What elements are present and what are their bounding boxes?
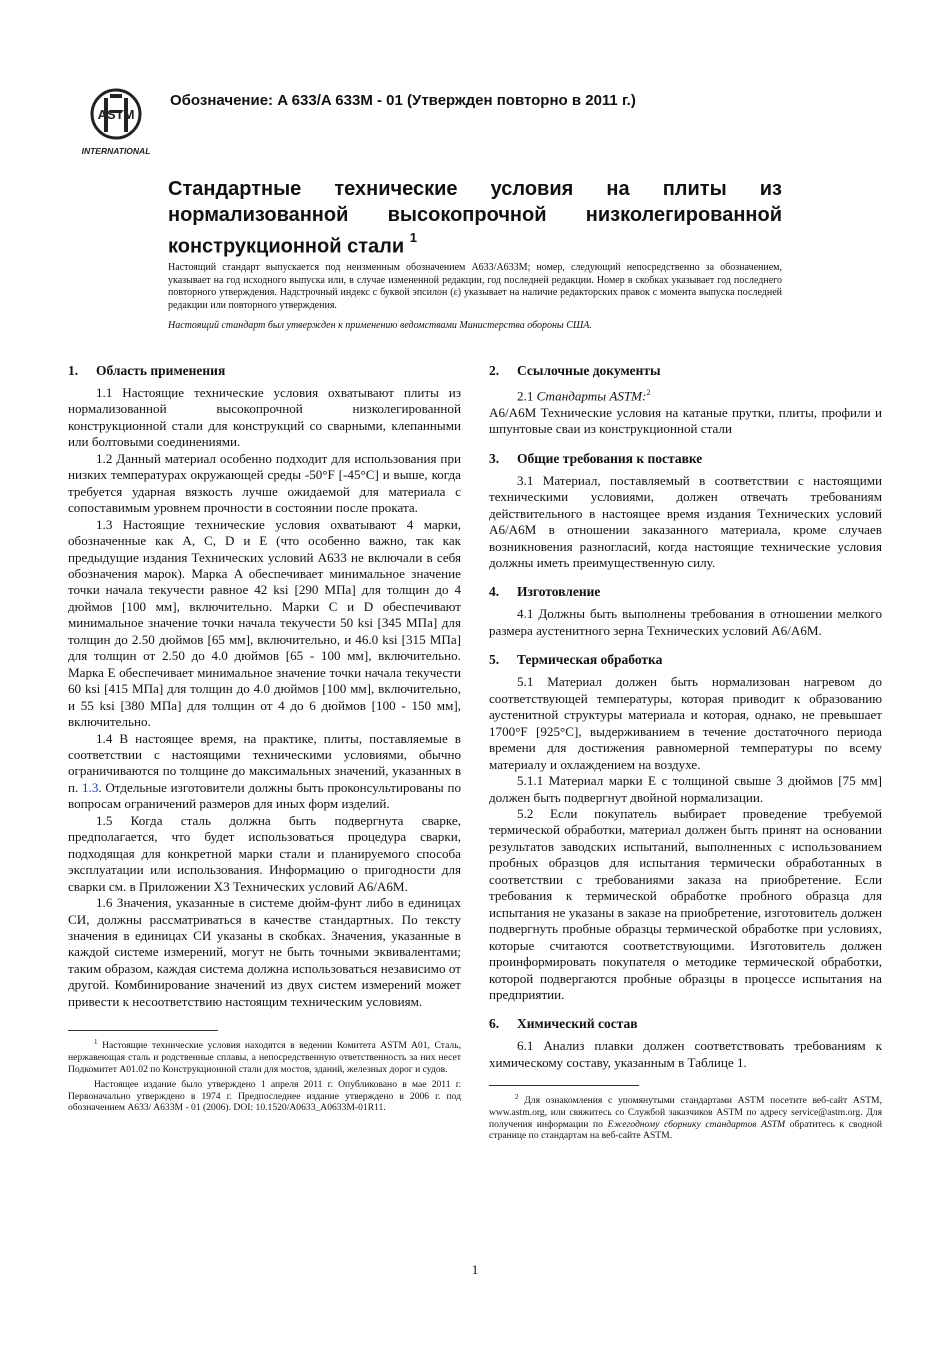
- footnote-divider: [68, 1030, 218, 1031]
- paragraph-1-4: [68, 731, 461, 813]
- paragraph-2-1: [489, 385, 882, 405]
- document-title: [168, 176, 782, 260]
- left-column: [68, 362, 461, 1118]
- reference-entry: A6/A6M Технические условия на катаные прутки, плиты, профили и шпунтовые сваи из конструкционной стали: [489, 404, 882, 437]
- paragraph-5-1: 5.1 Материал должен быть нормализован нагревом до соответствующей температуры, которая приводит к образованию аустенитной структуры материала и которая, однако, не превышает 1700°F [925°C], выдерживанием в течение достаточного периода времени для достижения равномерной температуры по всему материалу и охлаждением на воздухе.: [489, 674, 882, 772]
- section-title: Ссылочные документы: [517, 363, 661, 378]
- paragraph-6-1: 6.1 Анализ плавки должен соответствовать требованиям к химическому составу, указанным в Таблице 1.: [489, 1038, 882, 1070]
- section-number: 3.: [489, 450, 500, 466]
- paragraph-1-6: 1.6 Значения, указанные в системе дюйм-фунт либо в единицах СИ, должны рассматриваться в качестве стандартных. По тексту значения в единицах СИ указаны в скобках. Значения, указанные в каждой системе измерений, могут не быть точными эквивалентами; таким образом, каждая система должна использоваться независимо от другой. Комбинирование значений из двух систем измерений может привести к несоответствию настоящим техническим условиям.: [68, 895, 461, 1009]
- section-heading: [489, 450, 882, 467]
- paragraph-1-4-text-b: . Отдельные изготовители должны быть проконсультированы по вопросам ограничений размеров для иных форм изделий.: [68, 779, 461, 812]
- section-number: 2.: [489, 363, 500, 378]
- section-heat-treatment: [489, 651, 882, 1003]
- preamble-text: Настоящий стандарт выпускается под неизменным обозначением A633/A633M; номер, следующий непосредственно за обозначением, указывает на год исходного выпуска или, в случае измененной редакции, год последней редакции. Номер в скобках указывает год последнего повторного утверждения. Надстрочный индекс с буквой эпсилон (ε) указывает на наличие редакторских правок с момента выпуска последней редакции или повторного утверждения.: [168, 262, 782, 311]
- section-heading: [489, 1015, 882, 1032]
- section-heading: [489, 651, 882, 668]
- footnote-2-text-b: обратитесь к сводной странице по стандартам на веб-сайте ASTM.: [489, 1118, 882, 1142]
- section-title: Химический состав: [517, 1016, 638, 1032]
- section-referenced-documents: [489, 362, 882, 438]
- section-heading: [68, 362, 461, 379]
- footnote-mark: 1: [94, 1038, 98, 1047]
- section-title: Изготовление: [517, 584, 601, 600]
- footnote-1-text: Настоящие технические условия находятся в ведении Комитета ASTM A01, Сталь, нержавеющая сталь и родственные сплавы, а непосредственную ответственность за них несет Подкомитет A01.02 по Конструкционной стали для мостов, зданий, железных дорог и судов.: [68, 1040, 461, 1075]
- section-chemical-composition: [489, 1015, 882, 1071]
- section-title: Область применения: [96, 363, 226, 378]
- paragraph-1-5: 1.5 Когда сталь должна быть подвергнута сварке, предполагается, что будет использоваться процедура сварки, подходящая для конкретной марки стали и планируемого способа эксплуатации или использования. Информацию о пригодности для сварки см. в Приложении X3 Технических условий A6/A6M.: [68, 812, 461, 894]
- section-title: Термическая обработка: [517, 652, 663, 668]
- section-number: 1.: [68, 363, 79, 378]
- paragraph-5-2: 5.2 Если покупатель выбирает проведение требуемой термической обработки, материал должен быть принят на основании результатов заводских испытаний, выполненных с использованием пробных образцов для испытания термически обработанных в соответствии с требованиями заказа на приобретение. Если требования к термической обработке пробного образца для испытания не указаны в заказе на приобретение, изготовитель должен подвергнуть пробные образцы термической обработке при условиях, которые считаются соответствующими. Изготовитель должен проинформировать покупателя о методике термической обработки, которой подвергаются пробные образцы в процессе испытания на предприятии.: [489, 805, 882, 1002]
- title-line-2: нормализованной высокопрочной низколегированной: [168, 204, 782, 226]
- paragraph-2-1-label: 2.1: [517, 388, 537, 404]
- paragraph-5-1-1: 5.1.1 Материал марки E с толщиной свыше 3 дюймов [75 мм] должен быть подвергнут двойной нормализации.: [489, 773, 882, 805]
- paragraph-1-4-text-a: 1.4 В настоящее время, на практике, плиты, поставляемые в соответствии с настоящими техническими условиями, обычно ограничиваются по толщине до максимальных значений, указанных в п.: [68, 730, 461, 795]
- footnote-1: [68, 1037, 461, 1075]
- preamble: [168, 262, 782, 333]
- right-column: [489, 362, 882, 1146]
- footnote-mark: 2: [646, 388, 651, 397]
- cross-reference-link[interactable]: 1.3: [82, 779, 99, 795]
- section-scope: [68, 362, 461, 1010]
- paragraph-1-3: 1.3 Настоящие технические условия охватывают 4 марки, обозначенные как A, C, D и E (что особенно важно, так как предыдущие издания Технических условий A633 не включали в себя обозначения марок). Марка A обеспечивает минимальное значение точки начала текучести равное 42 ksi [290 МПа] для толщин до 4 дюймов [100 мм], включительно. Марки C и D обеспечивают минимальное значение точки начала текучести 50 ksi [345 МПа] для толщин до 2.50 дюймов [65 мм], включительно, и 46.0 ksi [315 МПа] для толщин от 2.50 до 4.0 дюймов [65 - 100 мм], включительно. Марка E обеспечивает минимальное значение точки начала текучести 60 ksi [415 МПа] для толщин до 4.0 дюймов [100 мм], включительно, и 55 ksi [380 МПа] для толщин от 4 до 6 дюймов [100 - 150 мм], включительно.: [68, 516, 461, 730]
- title-line-1: Стандартные технические условия на плиты из: [168, 178, 782, 200]
- title-line-3-text: конструкционной стали: [168, 235, 405, 258]
- footnote-mark: 2: [515, 1093, 519, 1102]
- astm-standards-label: Стандарты ASTM:: [536, 388, 647, 404]
- paragraph-1-1: 1.1 Настоящие технические условия охватывают плиты из нормализованной высокопрочной низколегированной конструкционной стали для конструкций со сварными, клепанными или болтовыми соединениями.: [68, 385, 461, 450]
- svg-text:ASTM: ASTM: [97, 107, 135, 122]
- paragraph-4-1: 4.1 Должны быть выполнены требования в отношении мелкого размера аустенитного зерна Технических условий A6/A6M.: [489, 606, 882, 638]
- footnote-divider: [489, 1085, 639, 1086]
- section-title: Общие требования к поставке: [517, 450, 703, 466]
- title-footnote-mark: 1: [409, 230, 417, 245]
- paragraph-1-2: 1.2 Данный материал особенно подходит для использования при низких температурах окружающей среды -50°F [-45°C] и выше, когда требуется ударная вязкость лучше ожидаемой для материала с сопоставимым уровнем прочности в состоянии после проката.: [68, 450, 461, 516]
- section-manufacture: [489, 583, 882, 639]
- section-general-requirements: [489, 450, 882, 572]
- svg-text:INTERNATIONAL: INTERNATIONAL: [81, 146, 151, 156]
- page-number: 1: [471, 1262, 479, 1277]
- astm-logo-icon: [74, 84, 158, 158]
- footnote-2-text-a: Для ознакомления с упомянутыми стандартами ASTM посетите веб-сайт ASTM, www.astm.org, или свяжитесь со Службой заказчиков ASTM по адресу service@astm.org. Для получения информации по: [489, 1095, 882, 1130]
- title-line-3: [168, 228, 782, 260]
- section-number: 5.: [489, 652, 500, 668]
- paragraph-3-1: 3.1 Материал, поставляемый в соответствии с настоящими техническими условиями, должен отвечать требованиям действительного в настоящее время издания Технических условий A6/A6M в отношении заказанного материала, кроме случаев возникновения разногласий, когда настоящие технические условия должны иметь преимущественную силу.: [489, 472, 882, 570]
- section-number: 6.: [489, 1016, 500, 1032]
- designation-line: Обозначение: A 633/A 633M - 01 (Утвержден повторно в 2011 г.): [170, 92, 636, 109]
- section-heading: [489, 362, 882, 379]
- section-heading: [489, 583, 882, 600]
- approval-note: Настоящий стандарт был утвержден к применению ведомствами Министерства обороны США.: [168, 320, 592, 331]
- footnote-1-approval: Настоящее издание было утверждено 1 апреля 2011 г. Опубликовано в мае 2011 г. Первоначально утверждено в 1974 г. Предпоследнее издание утверждено в 2006 г. под обозначением A633/ A633M - 01 (2006). DOI: 10.1520/A0633_A0633M-01R11.: [68, 1079, 461, 1114]
- annual-book-title: Ежегодному сборнику стандартов ASTM: [607, 1118, 786, 1130]
- footnote-2: [489, 1092, 882, 1142]
- section-number: 4.: [489, 584, 500, 600]
